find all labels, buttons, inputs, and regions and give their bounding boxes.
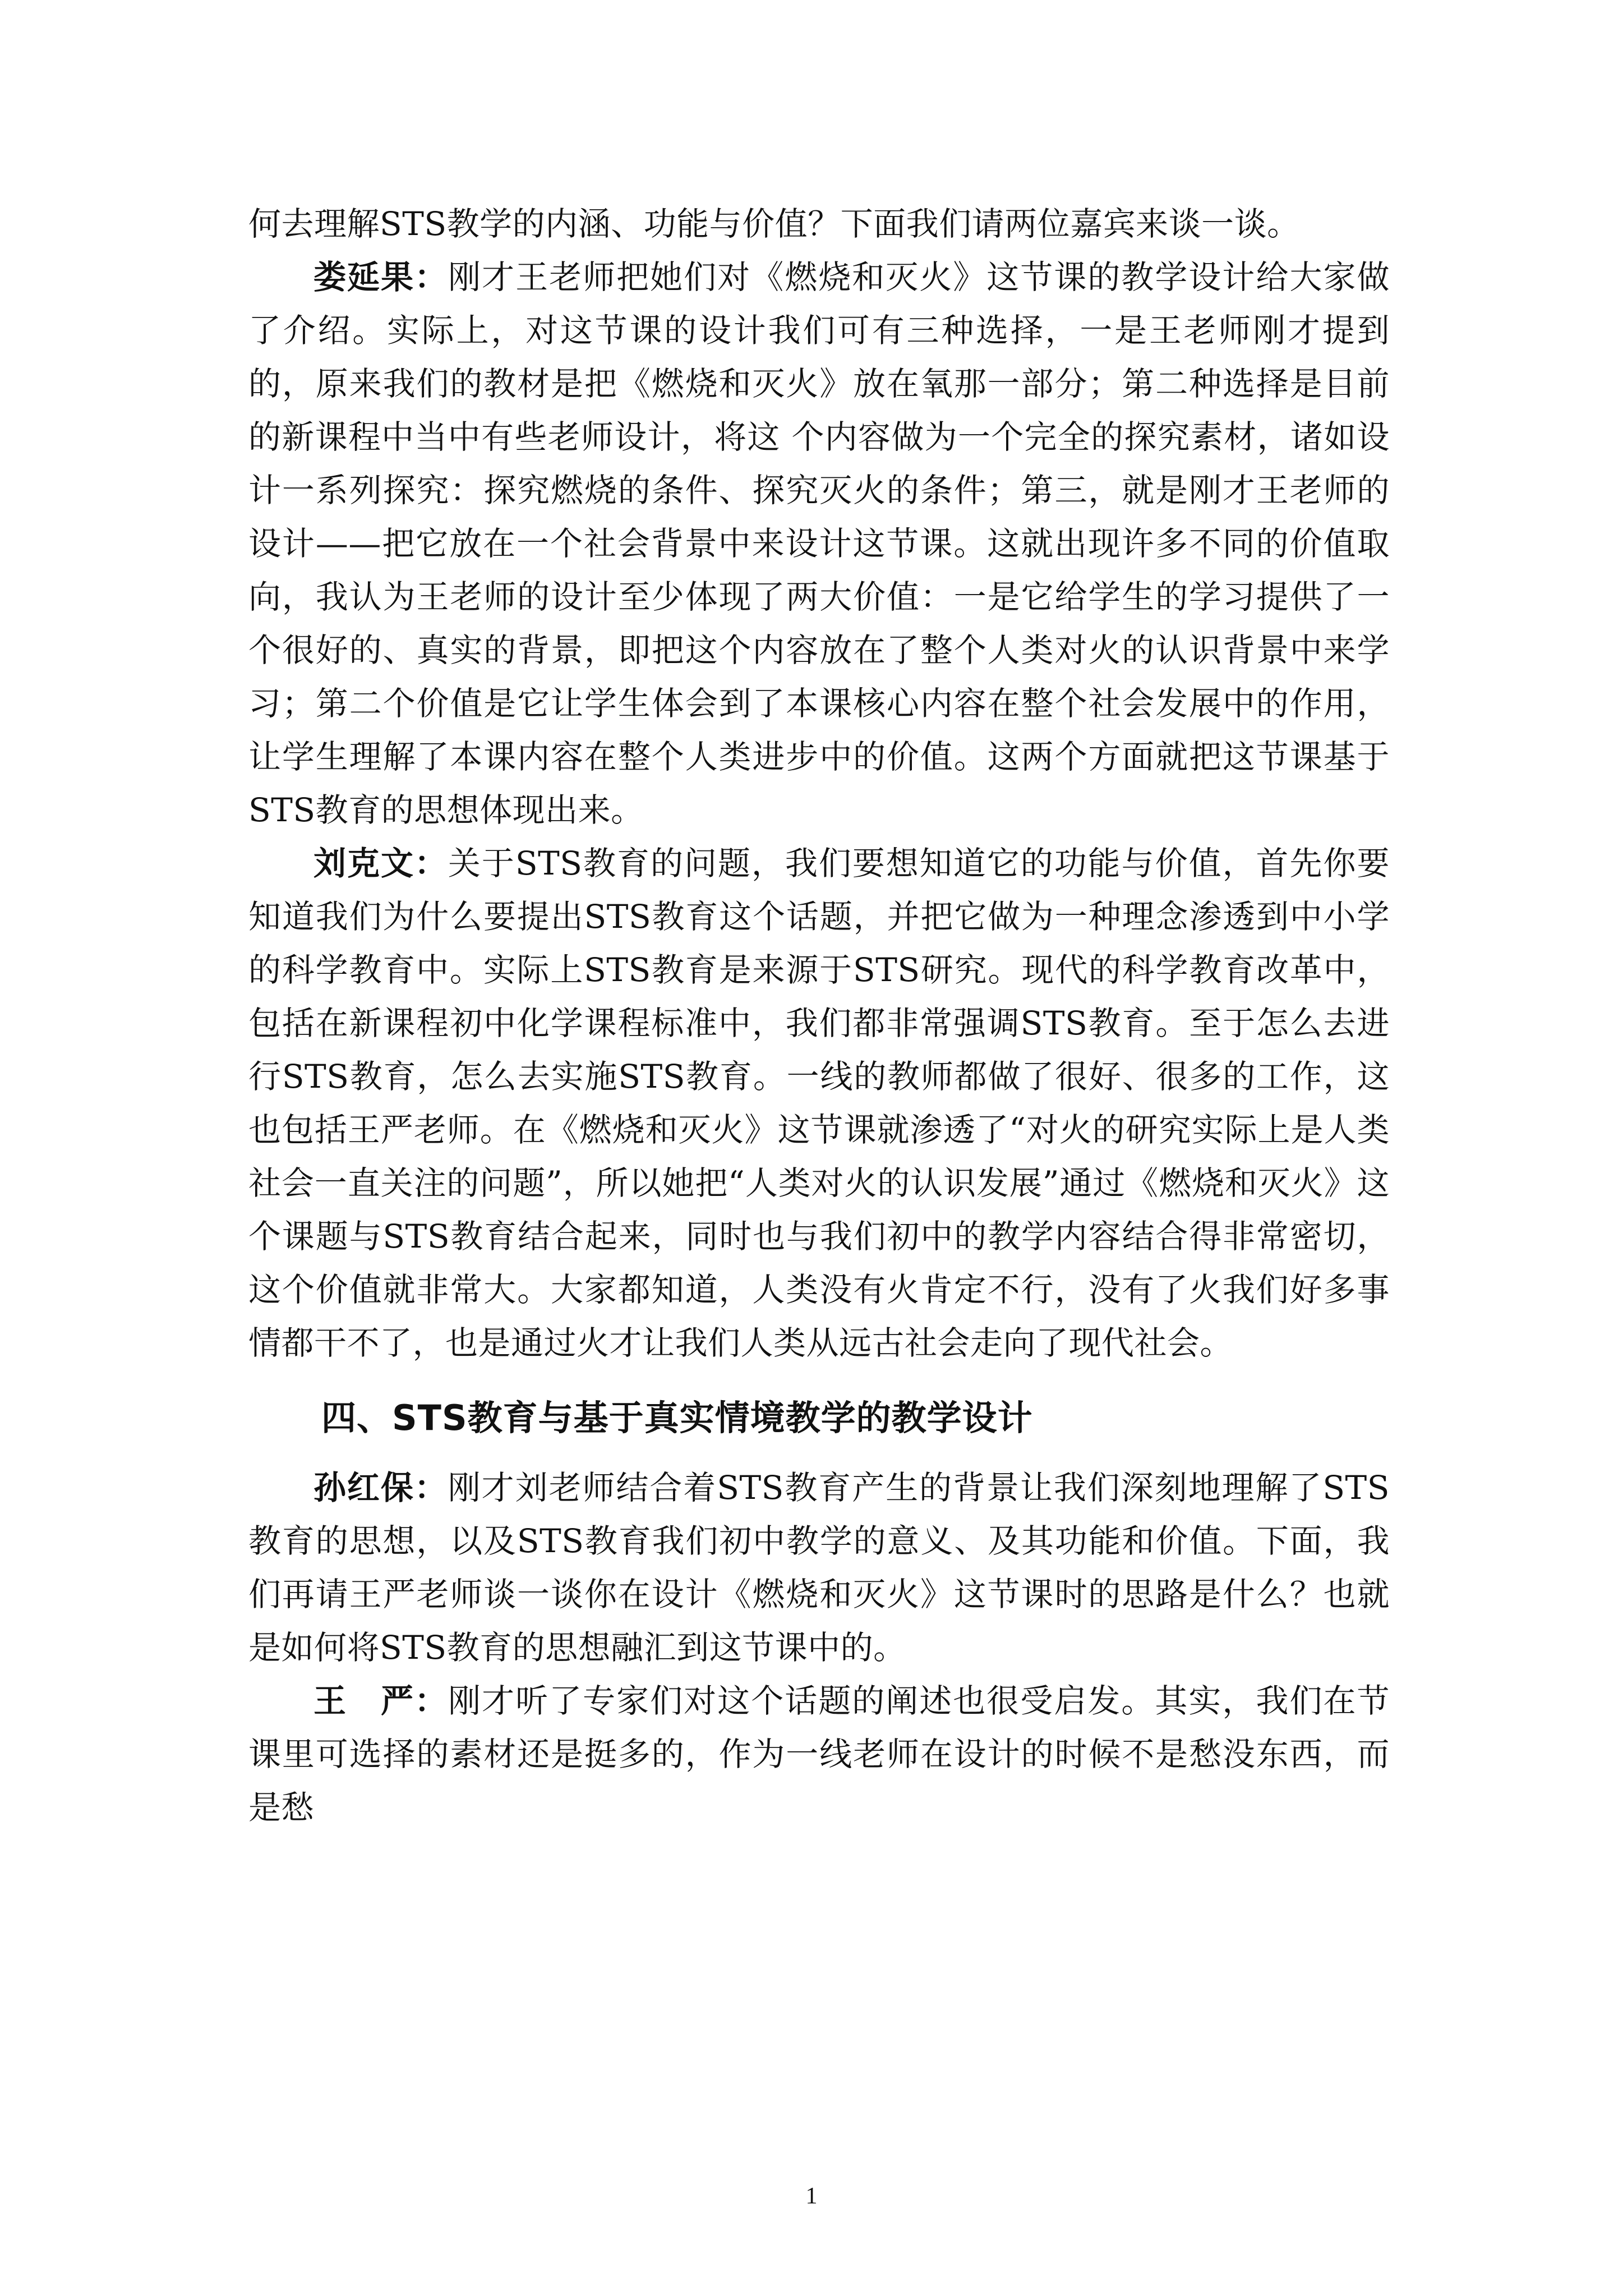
- paragraph-text: 刚才刘老师结合着STS教育产生的背景让我们深刻地理解了STS教育的思想，以及STS教育我们初中教学的意义、及其功能和价值。下面，我们再请王严老师谈一谈你在设计《燃烧和灭火》这节课时的思路是什么？也就是如何将STS教育的思想融汇到这节课中的。: [248, 1469, 1390, 1667]
- paragraph-lou-yanguo: [248, 251, 1390, 837]
- speaker-name: 娄延果：: [313, 258, 449, 296]
- paragraph-wang-yan: [248, 1674, 1390, 1834]
- paragraph-sun-hongbao: [248, 1461, 1390, 1674]
- speaker-name: 刘克文：: [313, 844, 448, 882]
- paragraph-liu-kewen: [248, 837, 1390, 1370]
- section-heading: 四、STS教育与基于真实情境教学的教学设计: [321, 1397, 1033, 1438]
- paragraph-text: 何去理解STS教学的内涵、功能与价值？下面我们请两位嘉宾来谈一谈。: [248, 205, 1300, 243]
- paragraph-text: 刚才王老师把她们对《燃烧和灭火》这节课的教学设计给大家做了介绍。实际上，对这节课的设计我们可有三种选择，一是王老师刚才提到的，原来我们的教材是把《燃烧和灭火》放在氧那一部分；第二种选择是目前的新课程中当中有些老师设计，将这 个内容做为一个完全的探究素材，诸如设计一系列探究：探究燃烧的条件、探究灭火的条件；第三，就是刚才王老师的设计——把它放在一个社会背景中来设计这节课。这就出现许多不同的价值取向，我认为王老师的设计至少体现了两大价值：一是它给学生的学习提供了一个很好的、真实的背景，即把这个内容放在了整个人类对火的认识背景中来学习；第二个价值是它让学生体会到了本课核心内容在整个社会发展中的作用，让学生理解了本课内容在整个人类进步中的价值。这两个方面就把这节课基于STS教育的思想体现出来。: [248, 258, 1390, 829]
- paragraph-text: 刚才听了专家们对这个话题的阐述也很受启发。其实，我们在节课里可选择的素材还是挺多的，作为一线老师在设计的时候不是愁没东西，而是愁: [248, 1682, 1390, 1826]
- speaker-name: 王 严：: [313, 1682, 449, 1720]
- page-number: 1: [805, 2183, 818, 2209]
- paragraph-text: 关于STS教育的问题，我们要想知道它的功能与价值，首先你要知道我们为什么要提出STS教育这个话题，并把它做为一种理念渗透到中小学的科学教育中。实际上STS教育是来源于STS研究。现代的科学教育改革中，包括在新课程初中化学课程标准中，我们都非常强调STS教育。至于怎么去进行STS教育，怎么去实施STS教育。一线的教师都做了很好、很多的工作，这也包括王严老师。在《燃烧和灭火》这节课就渗透了“对火的研究实际上是人类社会一直关注的问题”，所以她把“人类对火的认识发展”通过《燃烧和灭火》这个课题与STS教育结合起来，同时也与我们初中的教学内容结合得非常密切，这个价值就非常大。大家都知道，人类没有火肯定不行，没有了火我们好多事情都干不了，也是通过火才让我们人类从远古社会走向了现代社会。: [248, 844, 1390, 1362]
- page-content: [248, 197, 1390, 1834]
- paragraph-continuation: [248, 197, 1390, 251]
- speaker-name: 孙红保：: [313, 1469, 448, 1507]
